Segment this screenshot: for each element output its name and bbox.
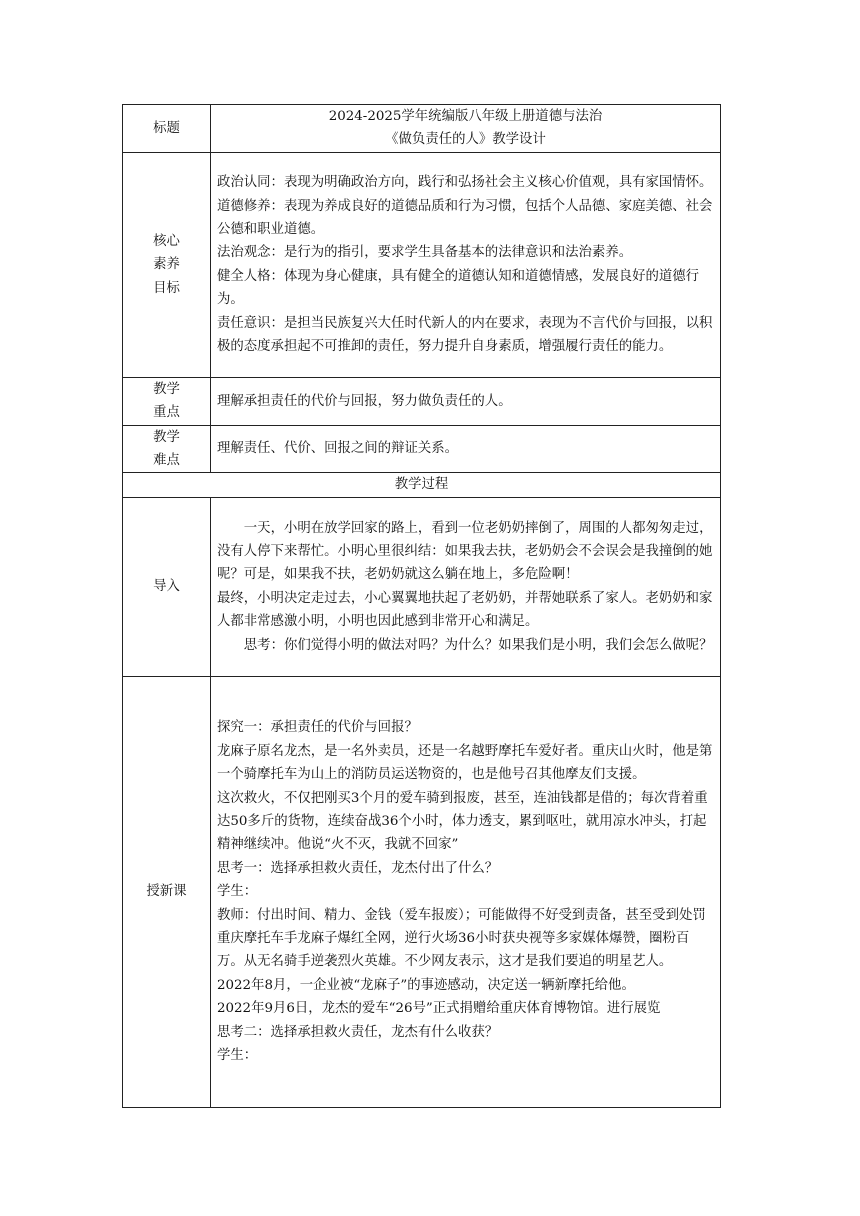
key-label-line-1: 教学 <box>153 381 180 397</box>
intro-para-story: 一天，小明在放学回家的路上，看到一位老奶奶摔倒了，周围的人都匆匆走过，没有人停下来帮忙。小明心里很纠结：如果我去扶，老奶奶会不会误会是我撞倒的她呢？可是，如果我不扶，老奶奶就这么躺在地上，多危险啊！ <box>217 520 713 583</box>
difficulty-row <box>123 425 721 473</box>
core-para-political: 政治认同：表现为明确政治方向，践行和弘扬社会主义核心价值观，具有家国情怀。 <box>217 175 713 191</box>
core-label-line-2: 素养 <box>153 257 180 273</box>
key-point-text: 理解承担责任的代价与回报，努力做负责任的人。 <box>211 377 721 425</box>
new-lesson-row <box>123 676 721 1107</box>
title-cell <box>211 105 721 153</box>
core-label-line-3: 目标 <box>153 280 180 296</box>
intro-para-outcome: 最终，小明决定走过去，小心翼翼地扶起了老奶奶，并帮她联系了家人。老奶奶和家人都非常感激小明，小明也因此感到非常开心和满足。 <box>217 590 713 630</box>
new-para-5: 学生： <box>217 884 258 900</box>
new-para-6: 教师：付出时间、精力、金钱（爱车报废）；可能做得不好受到责备，甚至受到处罚 <box>217 907 706 923</box>
new-para-10: 思考二：选择承担救火责任，龙杰有什么收获？ <box>217 1024 499 1040</box>
new-para-7: 重庆摩托车手龙麻子爆红全网，逆行火场36小时获央视等多家媒体爆赞，圈粉百万。从无名骑手逆袭烈火英雄。不少网友表示，这才是我们要追的明星艺人。 <box>217 930 690 970</box>
new-para-8: 2022年8月，一企业被“龙麻子”的事迹感动，决定送一辆新摩托给他。 <box>217 977 635 993</box>
key-point-row <box>123 377 721 425</box>
title-line-1: 2024-2025学年统编版八年级上册道德与法治 <box>328 109 603 124</box>
new-para-4: 思考一：选择承担救火责任，龙杰付出了什么？ <box>217 860 499 876</box>
core-row <box>123 152 721 377</box>
new-para-2: 龙麻子原名龙杰，是一名外卖员，还是一名越野摩托车爱好者。重庆山火时，他是第一个骑摩托车为山上的消防员运送物资的，也是他号召其他摩友们支援。 <box>217 743 713 783</box>
new-para-1: 探究一：承担责任的代价与回报？ <box>217 720 418 736</box>
new-para-11: 学生： <box>217 1047 258 1063</box>
title-label: 标题 <box>123 105 211 153</box>
process-header-row <box>123 473 721 497</box>
core-label-line-1: 核心 <box>153 233 180 249</box>
key-label-line-2: 重点 <box>153 405 180 421</box>
core-label <box>123 152 211 377</box>
core-para-responsibility: 责任意识：是担当民族复兴大任时代新人的内在要求，表现为不言代价与回报，以积极的态度承担起不可推卸的责任，努力提升自身素质，增强履行责任的能力。 <box>217 315 713 355</box>
intro-row <box>123 497 721 676</box>
key-point-label <box>123 377 211 425</box>
intro-label: 导入 <box>123 497 211 676</box>
intro-content <box>211 497 721 676</box>
core-content <box>211 152 721 377</box>
difficulty-label <box>123 425 211 473</box>
diff-label-line-1: 教学 <box>153 429 180 445</box>
core-para-moral: 道德修养：表现为养成良好的道德品质和行为习惯，包括个人品德、家庭美德、社会公德和职业道德。 <box>217 198 713 237</box>
new-lesson-label: 授新课 <box>123 676 211 1107</box>
process-header: 教学过程 <box>123 473 721 497</box>
new-para-3: 这次救火，不仅把刚买3个月的爱车骑到报废，甚至，连油钱都是借的；每次背着重达50多斤的货物，连续奋战36个小时，体力透支，累到呕吐，就用凉水冲头，打起精神继续冲。他说“火不灭，我就不回家” <box>217 790 708 853</box>
title-row <box>123 105 721 153</box>
core-para-personality: 健全人格：体现为身心健康，具有健全的道德认知和道德情感，发展良好的道德行为。 <box>217 268 700 308</box>
lesson-plan-table <box>122 104 721 1108</box>
new-lesson-content <box>211 676 721 1107</box>
core-para-law: 法治观念：是行为的指引，要求学生具备基本的法律意识和法治素养。 <box>217 245 633 261</box>
diff-label-line-2: 难点 <box>153 453 180 469</box>
difficulty-text: 理解责任、代价、回报之间的辩证关系。 <box>211 425 721 473</box>
title-line-2: 《做负责任的人》教学设计 <box>385 132 546 148</box>
intro-para-question: 思考：你们觉得小明的做法对吗？为什么？如果我们是小明，我们会怎么做呢？ <box>243 637 713 653</box>
new-para-9: 2022年9月6日，龙杰的爱车“26号”正式捐赠给重庆体育博物馆。进行展览 <box>217 1001 661 1017</box>
